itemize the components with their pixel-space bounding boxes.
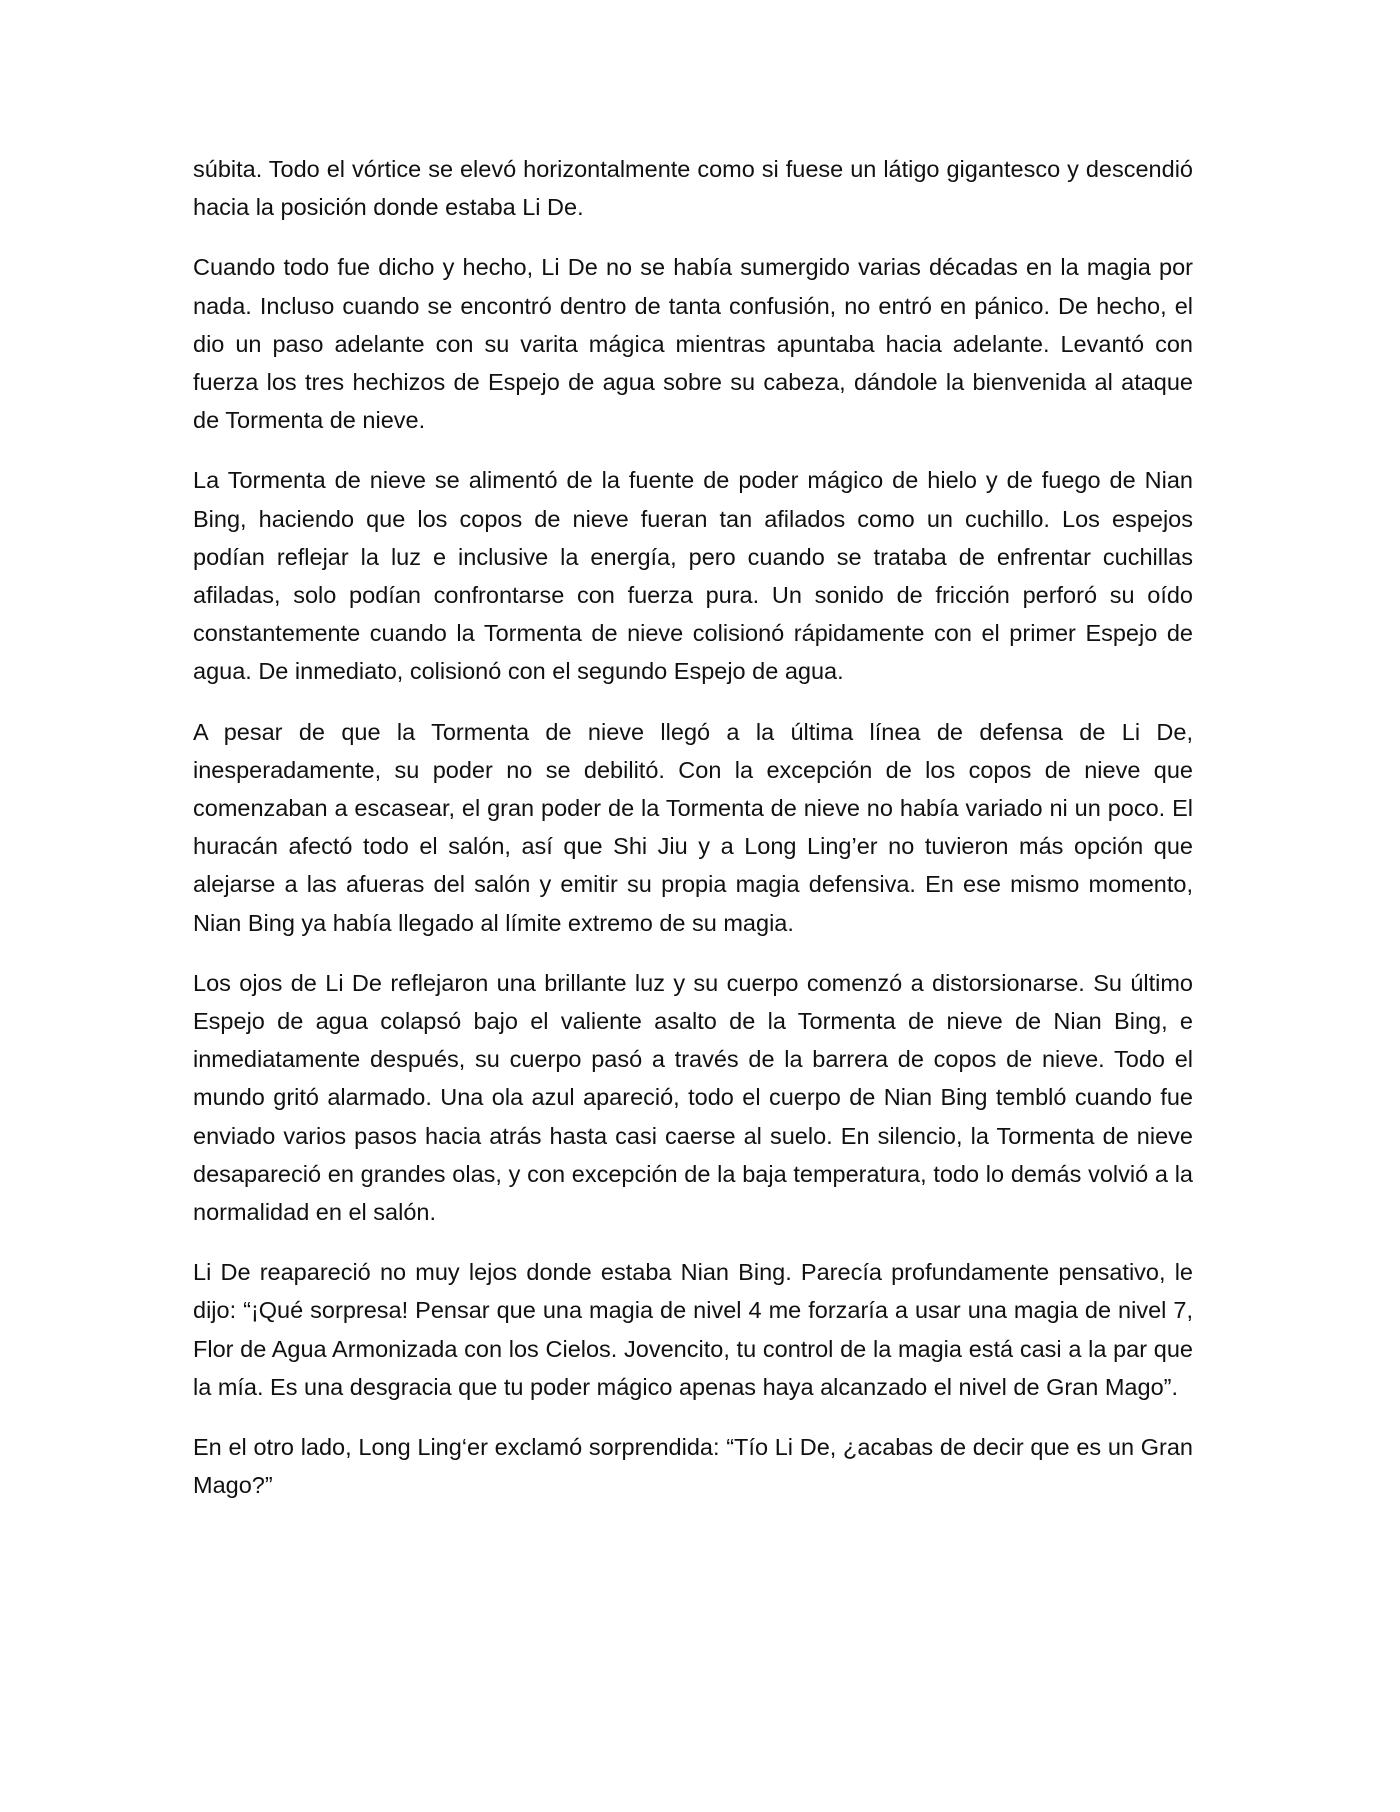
paragraph-3: La Tormenta de nieve se alimentó de la fuente de poder mágico de hielo y de fuego de Nian Bing, haciendo que los copos de nieve fueran tan afilados como un cuchillo. Los espejos podían reflejar la luz e inclusive la energía, pero cuando se trataba de enfrentar cuchillas afiladas, solo podían confrontarse con fuerza pura. Un sonido de fricción perforó su oído constantemente cuando la Tormenta de nieve colisionó rápidamente con el primer Espejo de agua. De inmediato, colisionó con el segundo Espejo de agua. [193, 467, 1193, 685]
paragraph-1: súbita. Todo el vórtice se elevó horizontalmente como si fuese un látigo gigantesco y descendió hacia la posición donde estaba Li De. [193, 156, 1193, 221]
document-page [193, 150, 1193, 1527]
paragraph-7: En el otro lado, Long Ling‘er exclamó sorprendida: “Tío Li De, ¿acabas de decir que es un Gran Mago?” [193, 1434, 1193, 1499]
paragraph-6: Li De reapareció no muy lejos donde estaba Nian Bing. Parecía profundamente pensativo, le dijo: “¡Qué sorpresa! Pensar que una magia de nivel 4 me forzaría a usar una magia de nivel 7, Flor de Agua Armonizada con los Cielos. Jovencito, tu control de la magia está casi a la par que la mía. Es una desgracia que tu poder mágico apenas haya alcanzado el nivel de Gran Mago”. [193, 1259, 1193, 1400]
paragraph-4: A pesar de que la Tormenta de nieve llegó a la última línea de defensa de Li De, inesperadamente, su poder no se debilitó. Con la excepción de los copos de nieve que comenzaban a escasear, el gran poder de la Tormenta de nieve no había variado ni un poco. El huracán afectó todo el salón, así que Shi Jiu y a Long Ling’er no tuvieron más opción que alejarse a las afueras del salón y emitir su propia magia defensiva. En ese mismo momento, Nian Bing ya había llegado al límite extremo de su magia. [193, 718, 1193, 936]
paragraph-2: Cuando todo fue dicho y hecho, Li De no se había sumergido varias décadas en la magia por nada. Incluso cuando se encontró dentro de tanta confusión, no entró en pánico. De hecho, el dio un paso adelante con su varita mágica mientras apuntaba hacia adelante. Levantó con fuerza los tres hechizos de Espejo de agua sobre su cabeza, dándole la bienvenida al ataque de Tormenta de nieve. [193, 254, 1193, 434]
paragraph-5: Los ojos de Li De reflejaron una brillante luz y su cuerpo comenzó a distorsionarse. Su último Espejo de agua colapsó bajo el valiente asalto de la Tormenta de nieve de Nian Bing, e inmediatamente después, su cuerpo pasó a través de la barrera de copos de nieve. Todo el mundo gritó alarmado. Una ola azul apareció, todo el cuerpo de Nian Bing tembló cuando fue enviado varios pasos hacia atrás hasta casi caerse al suelo. En silencio, la Tormenta de nieve desapareció en grandes olas, y con excepción de la baja temperatura, todo lo demás volvió a la normalidad en el salón. [193, 969, 1193, 1226]
